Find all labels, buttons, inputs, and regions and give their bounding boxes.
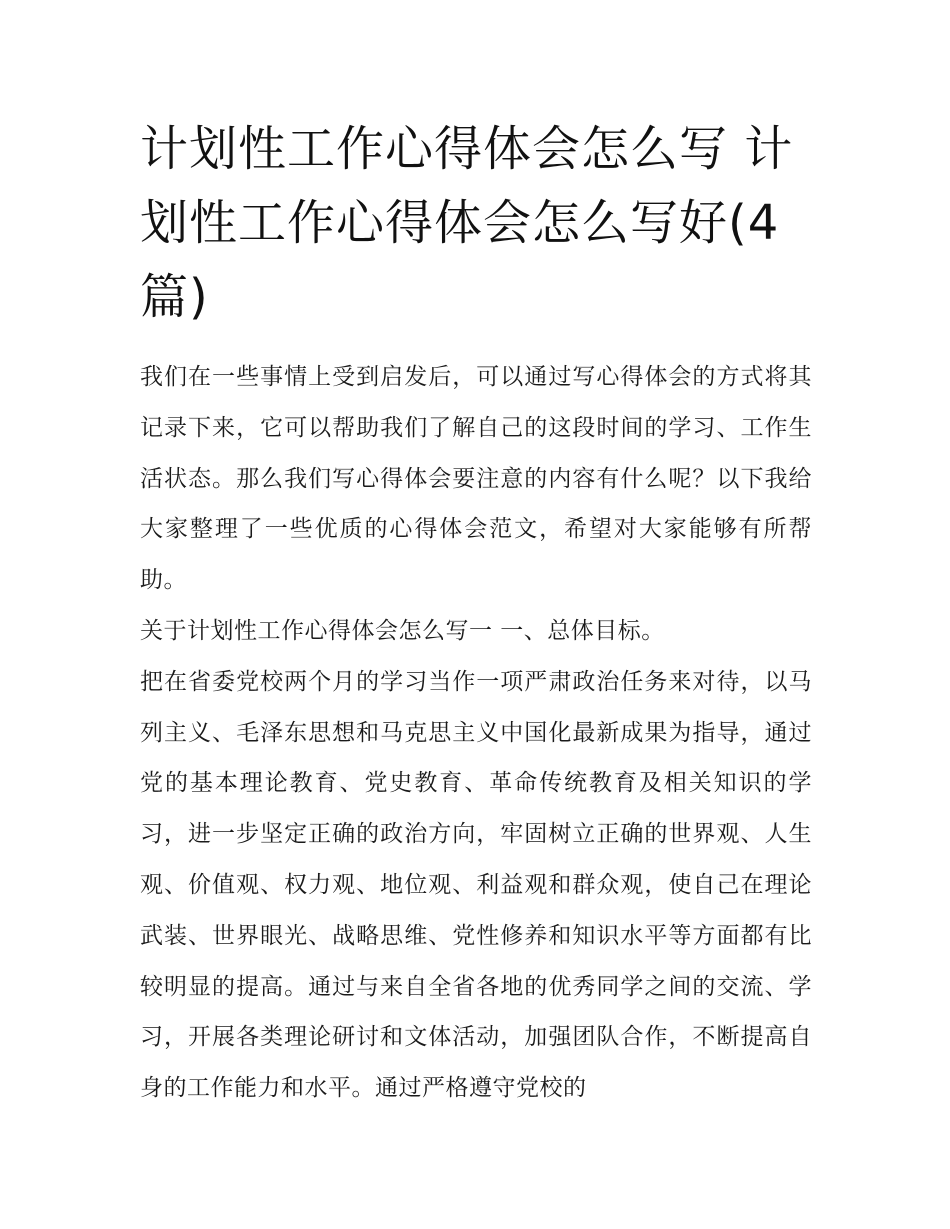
document-title: 计划性工作心得体会怎么写 计划性工作心得体会怎么写好(4篇) — [140, 121, 794, 325]
goal-paragraph: 把在省委党校两个月的学习当作一项严肃政治任务来对待，以马列主义、毛泽东思想和马克思主义中国化最新成果为指导，通过党的基本理论教育、党史教育、革命传统教育及相关知识的学习，进一步坚定正确的政治方向，牢固树立正确的世界观、人生观、价值观、权力观、地位观、利益观和群众观，使自己在理论武装、世界眼光、战略思维、党性修养和知识水平等方面都有比较明显的提高。通过与来自全省各地的优秀同学之间的交流、学习，开展各类理论研讨和文体活动，加强团队合作，不断提高自身的工作能力和水平。通过严格遵守党校的 — [140, 668, 812, 1102]
section-heading-paragraph: 关于计划性工作心得体会怎么写一 一、总体目标。 — [140, 617, 665, 644]
intro-paragraph: 我们在一些事情上受到启发后，可以通过写心得体会的方式将其记录下来，它可以帮助我们了解自己的这段时间的学习、工作生活状态。那么我们写心得体会要注意的内容有什么呢？以下我给大家整理了一些优质的心得体会范文，希望对大家能够有所帮助。 — [140, 364, 812, 594]
document-page — [140, 112, 812, 1114]
document-body — [140, 352, 812, 1114]
